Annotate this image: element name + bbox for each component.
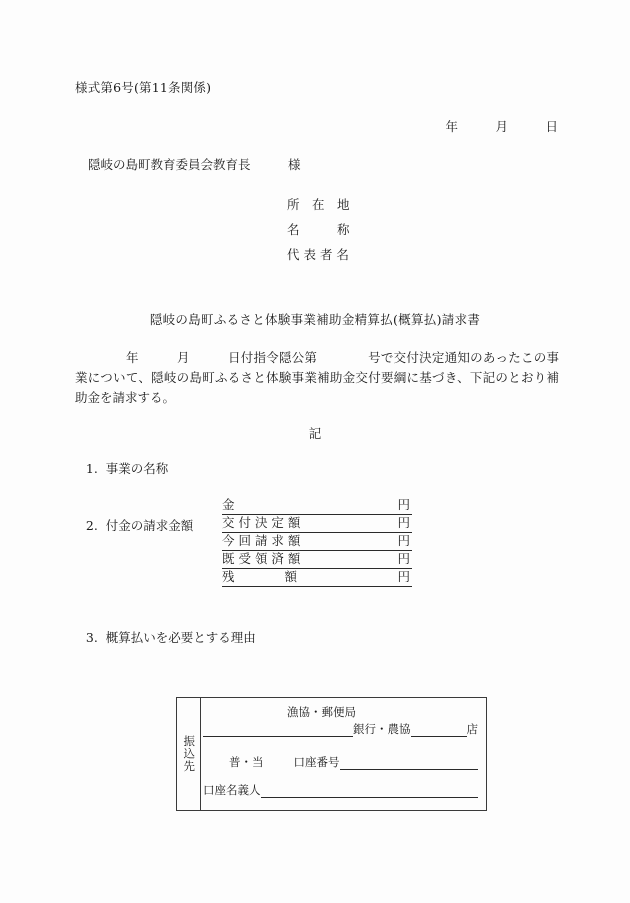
amount-unit: 円 <box>397 497 410 512</box>
list-item <box>70 444 168 492</box>
amount-label: 既 受 領 済 額 <box>222 551 301 566</box>
item-number: 3. <box>85 630 98 645</box>
item-label: 付金の請求金額 <box>105 518 194 533</box>
date-line: 年 月 日 <box>445 119 558 134</box>
applicant-name-label: 名 称 <box>287 222 350 237</box>
amount-unit: 円 <box>397 551 410 566</box>
body-paragraph: 年 月 日付指令隠公第 号で交付決定通知のあったこの事業について、隠岐の島町ふるさと体験事業補助金交付要綱に基づき、下記のとおり補助金を請求する。 <box>75 350 559 405</box>
item-number: 1. <box>85 461 98 476</box>
amount-unit: 円 <box>397 515 410 530</box>
item-label: 事業の名称 <box>105 461 169 476</box>
bank-account-number-line <box>203 754 478 770</box>
branch-suffix-label: 店 <box>466 722 478 736</box>
amount-label: 今 回 請 求 額 <box>222 533 301 548</box>
amount-label: 金 <box>222 497 235 512</box>
bank-institution-line <box>201 704 478 742</box>
bank-remittance-table <box>176 697 487 811</box>
list-item <box>70 501 193 549</box>
form-number: 様式第6号(第11条関係) <box>75 80 212 95</box>
bank-table-body-cell <box>201 698 486 810</box>
amount-row <box>222 569 412 587</box>
account-number-label: 口座番号 <box>293 755 340 769</box>
applicant-representative-label: 代 表 者 名 <box>287 247 349 262</box>
amount-label: 残 額 <box>222 569 298 584</box>
amount-unit: 円 <box>397 533 410 548</box>
bank-table-row-label: 振込先 <box>182 735 197 773</box>
amount-row <box>222 497 412 515</box>
bank-institution-super-label: 漁協・郵便局 <box>287 705 356 719</box>
item-number: 2. <box>85 518 98 533</box>
amount-row <box>222 515 412 533</box>
account-holder-label: 口座名義人 <box>203 783 261 797</box>
bank-institution-main-label: 銀行・農協 <box>353 722 411 736</box>
bank-table-row-label-cell <box>177 698 201 810</box>
addressee: 隠岐の島町教育委員会教育長 様 <box>88 157 301 172</box>
bank-account-holder-line <box>203 782 478 798</box>
amount-label: 交 付 決 定 額 <box>222 515 301 530</box>
page-title: 隠岐の島町ふるさと体験事業補助金精算払(概算払)請求書 <box>149 312 481 327</box>
account-holder-blank[interactable] <box>261 782 479 798</box>
list-item <box>70 613 256 661</box>
applicant-address-label: 所 在 地 <box>287 197 350 212</box>
amount-rows <box>222 497 412 587</box>
applicant-block <box>287 192 350 267</box>
item-label: 概算払いを必要とする理由 <box>105 630 256 645</box>
amount-row <box>222 551 412 569</box>
account-number-blank[interactable] <box>340 754 479 770</box>
ki-marker: 記 <box>308 426 322 441</box>
amount-row <box>222 533 412 551</box>
branch-name-blank[interactable] <box>411 721 467 737</box>
bank-name-blank[interactable] <box>203 721 353 737</box>
amount-unit: 円 <box>397 569 410 584</box>
account-type-label: 普・当 <box>229 755 264 769</box>
